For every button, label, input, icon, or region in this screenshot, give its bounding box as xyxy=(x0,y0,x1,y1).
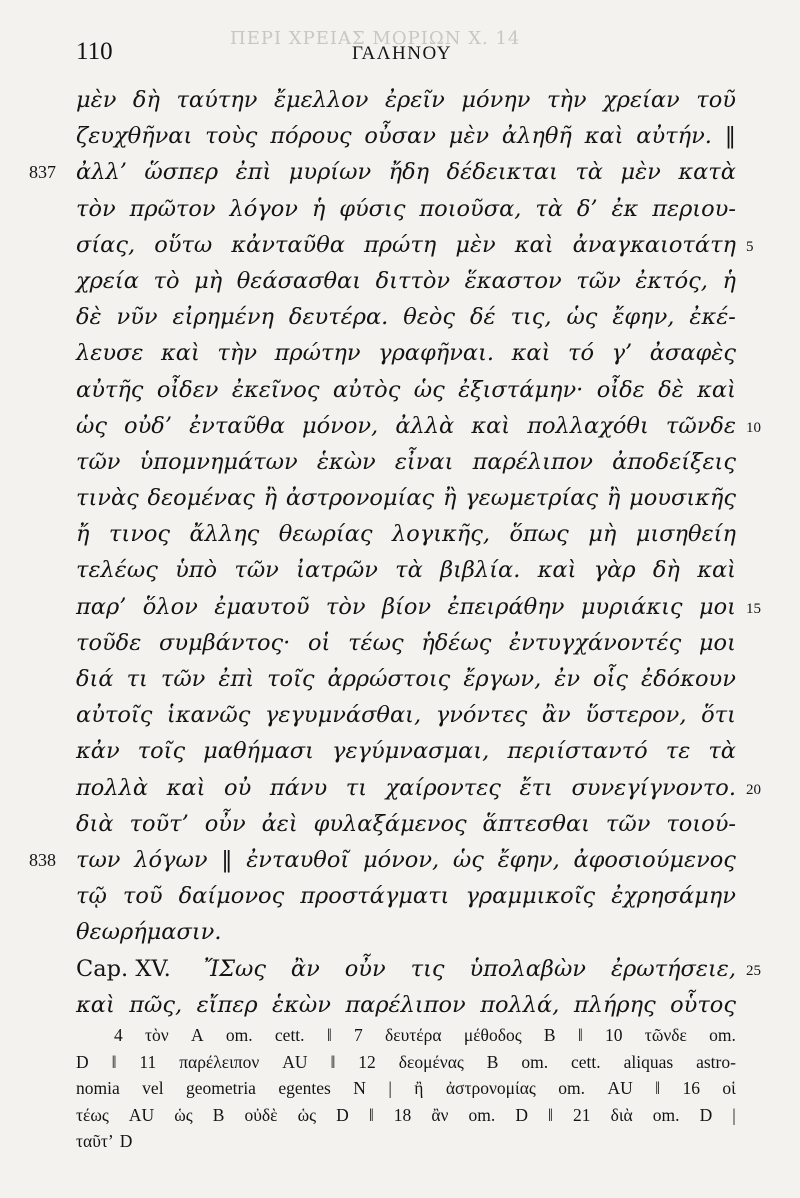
footnote-line: ταῦτ’ D xyxy=(76,1131,133,1151)
footnote-line: nomia vel geometria egentes N | ἢ ἀστρονομίας om. AU ‖ 16 οἱ xyxy=(76,1078,736,1098)
footnote-line: D ‖ 11 παρέλειπον AU ‖ 12 δεομένας B om. cett. aliquas astro- xyxy=(76,1051,736,1072)
critical-apparatus xyxy=(76,1022,736,1155)
text-line: χρεία τὸ μὴ θεάσασθαι διττὸν ἕκαστον τῶν ἐκτός, ἡ xyxy=(76,267,736,294)
text-line: ζευχθῆναι τοὺς πόρους οὖσαν μὲν ἀληθῆ καὶ αὐτήν. ‖ xyxy=(76,123,736,150)
running-title: ΓΑΛΗΝΟΥ xyxy=(352,43,452,64)
text-line: τινὰς δεομένας ἢ ἀστρονομίας ἢ γεωμετρίας ἢ μουσικῆς xyxy=(76,485,736,512)
text-line: τὸν πρῶτον λόγον ἡ φύσις ποιοῦσα, τὰ δ’ ἐκ περιου- xyxy=(76,195,736,222)
text-line: τῷ τοῦ δαίμονος προστάγματι γραμμικοῖς ἐχρησάμην xyxy=(76,883,736,910)
text-line: σίας, οὕτω κἀνταῦθα πρώτη μὲν καὶ ἀναγκαιοτάτη 5 xyxy=(76,227,736,263)
text-line: καὶ πῶς, εἴπερ ἑκὼν παρέλιπον πολλά, πλήρης οὗτος xyxy=(76,991,736,1018)
text-line: θεωρήμασιν. xyxy=(76,919,222,946)
text-line: τοῦδε συμβάντος· οἱ τέως ἡδέως ἐντυγχάνοντές μοι xyxy=(76,629,736,656)
line-number: 20 xyxy=(746,781,761,798)
chapter-heading: Cap. XV. xyxy=(76,955,171,982)
bleedthrough-text: ΠΕΡΙ ΧΡΕΙΑΣ ΜΟΡΙΩΝ Χ. 14 xyxy=(230,28,521,49)
text-line: πολλὰ καὶ οὐ πάνυ τι χαίροντες ἔτι συνεγίγνοντο. 20 xyxy=(76,770,736,806)
text-line: ὡς οὐδ’ ἐνταῦθα μόνον, ἀλλὰ καὶ πολλαχόθι τῶνδε 10 xyxy=(76,408,736,444)
text-line: τελέως ὑπὸ τῶν ἰατρῶν τὰ βιβλία. καὶ γὰρ δὴ καὶ xyxy=(76,557,736,584)
page-number: 110 xyxy=(76,38,113,65)
line-number: 25 xyxy=(746,962,761,979)
main-text xyxy=(29,82,761,1023)
text-line: κἀν τοῖς μαθήμασι γεγύμνασμαι, περιίσταντό τε τὰ xyxy=(76,738,736,765)
line-number: 10 xyxy=(746,419,761,436)
reference-marker: 838 xyxy=(29,849,56,870)
text-line: τῶν ὑπομνημάτων ἑκὼν εἶναι παρέλιπον ἀποδείξεις xyxy=(76,448,736,475)
footnote-line: 4 τὸν A om. cett. ‖ 7 δευτέρα μέθοδος B ‖ 10 τῶνδε om. xyxy=(114,1025,736,1045)
text-line: Cap. XV. ἼΣως ἂν οὖν τις ὑπολαβὼν ἐρωτήσειε, 25 xyxy=(76,951,736,987)
text-line: 837 ἀλλ’ ὥσπερ ἐπὶ μυρίων ἤδη δέδεικται τὰ μὲν κατὰ xyxy=(76,154,736,190)
text-line: διὰ τοῦτ’ οὖν ἀεὶ φυλαξάμενος ἅπτεσθαι τῶν τοιού- xyxy=(76,810,736,837)
text-line: λευσε καὶ τὴν πρώτην γραφῆναι. καὶ τό γ’ ἀσαφὲς xyxy=(76,340,736,367)
text-line: μὲν δὴ ταύτην ἔμελλον ἐρεῖν μόνην τὴν χρείαν τοῦ xyxy=(76,87,736,113)
reference-marker: 837 xyxy=(29,162,56,183)
text-line: δὲ νῦν εἰρημένη δευτέρα. θεὸς δέ τις, ὡς ἔφην, ἐκέ- xyxy=(76,304,736,331)
text-line: 838 των λόγων ‖ ἐνταυθοῖ μόνον, ὡς ἔφην, ἀφοσιούμενος xyxy=(76,842,736,878)
text-line: διά τι τῶν ἐπὶ τοῖς ἀρρώστοις ἔργων, ἐν οἷς ἐδόκουν xyxy=(76,666,736,692)
line-number: 5 xyxy=(746,238,754,255)
footnote-line: τέως AU ὡς B οὐδὲ ὡς D ‖ 18 ἂν om. D ‖ 21 διὰ om. D | xyxy=(76,1104,736,1125)
text-line: αὐτοῖς ἱκανῶς γεγυμνάσθαι, γνόντες ἂν ὕστερον, ὅτι xyxy=(76,702,736,729)
text-line: παρ’ ὅλον ἐμαυτοῦ τὸν βίον ἐπειράθην μυριάκις μοι 15 xyxy=(76,589,736,625)
line-number: 15 xyxy=(746,600,761,617)
text-line: ἤ τινος ἄλλης θεωρίας λογικῆς, ὅπως μὴ μισηθείη xyxy=(76,521,736,548)
text-line: αὐτῆς οἶδεν ἐκεῖνος αὐτὸς ὡς ἐξιστάμην· οἶδε δὲ καὶ xyxy=(76,376,736,403)
